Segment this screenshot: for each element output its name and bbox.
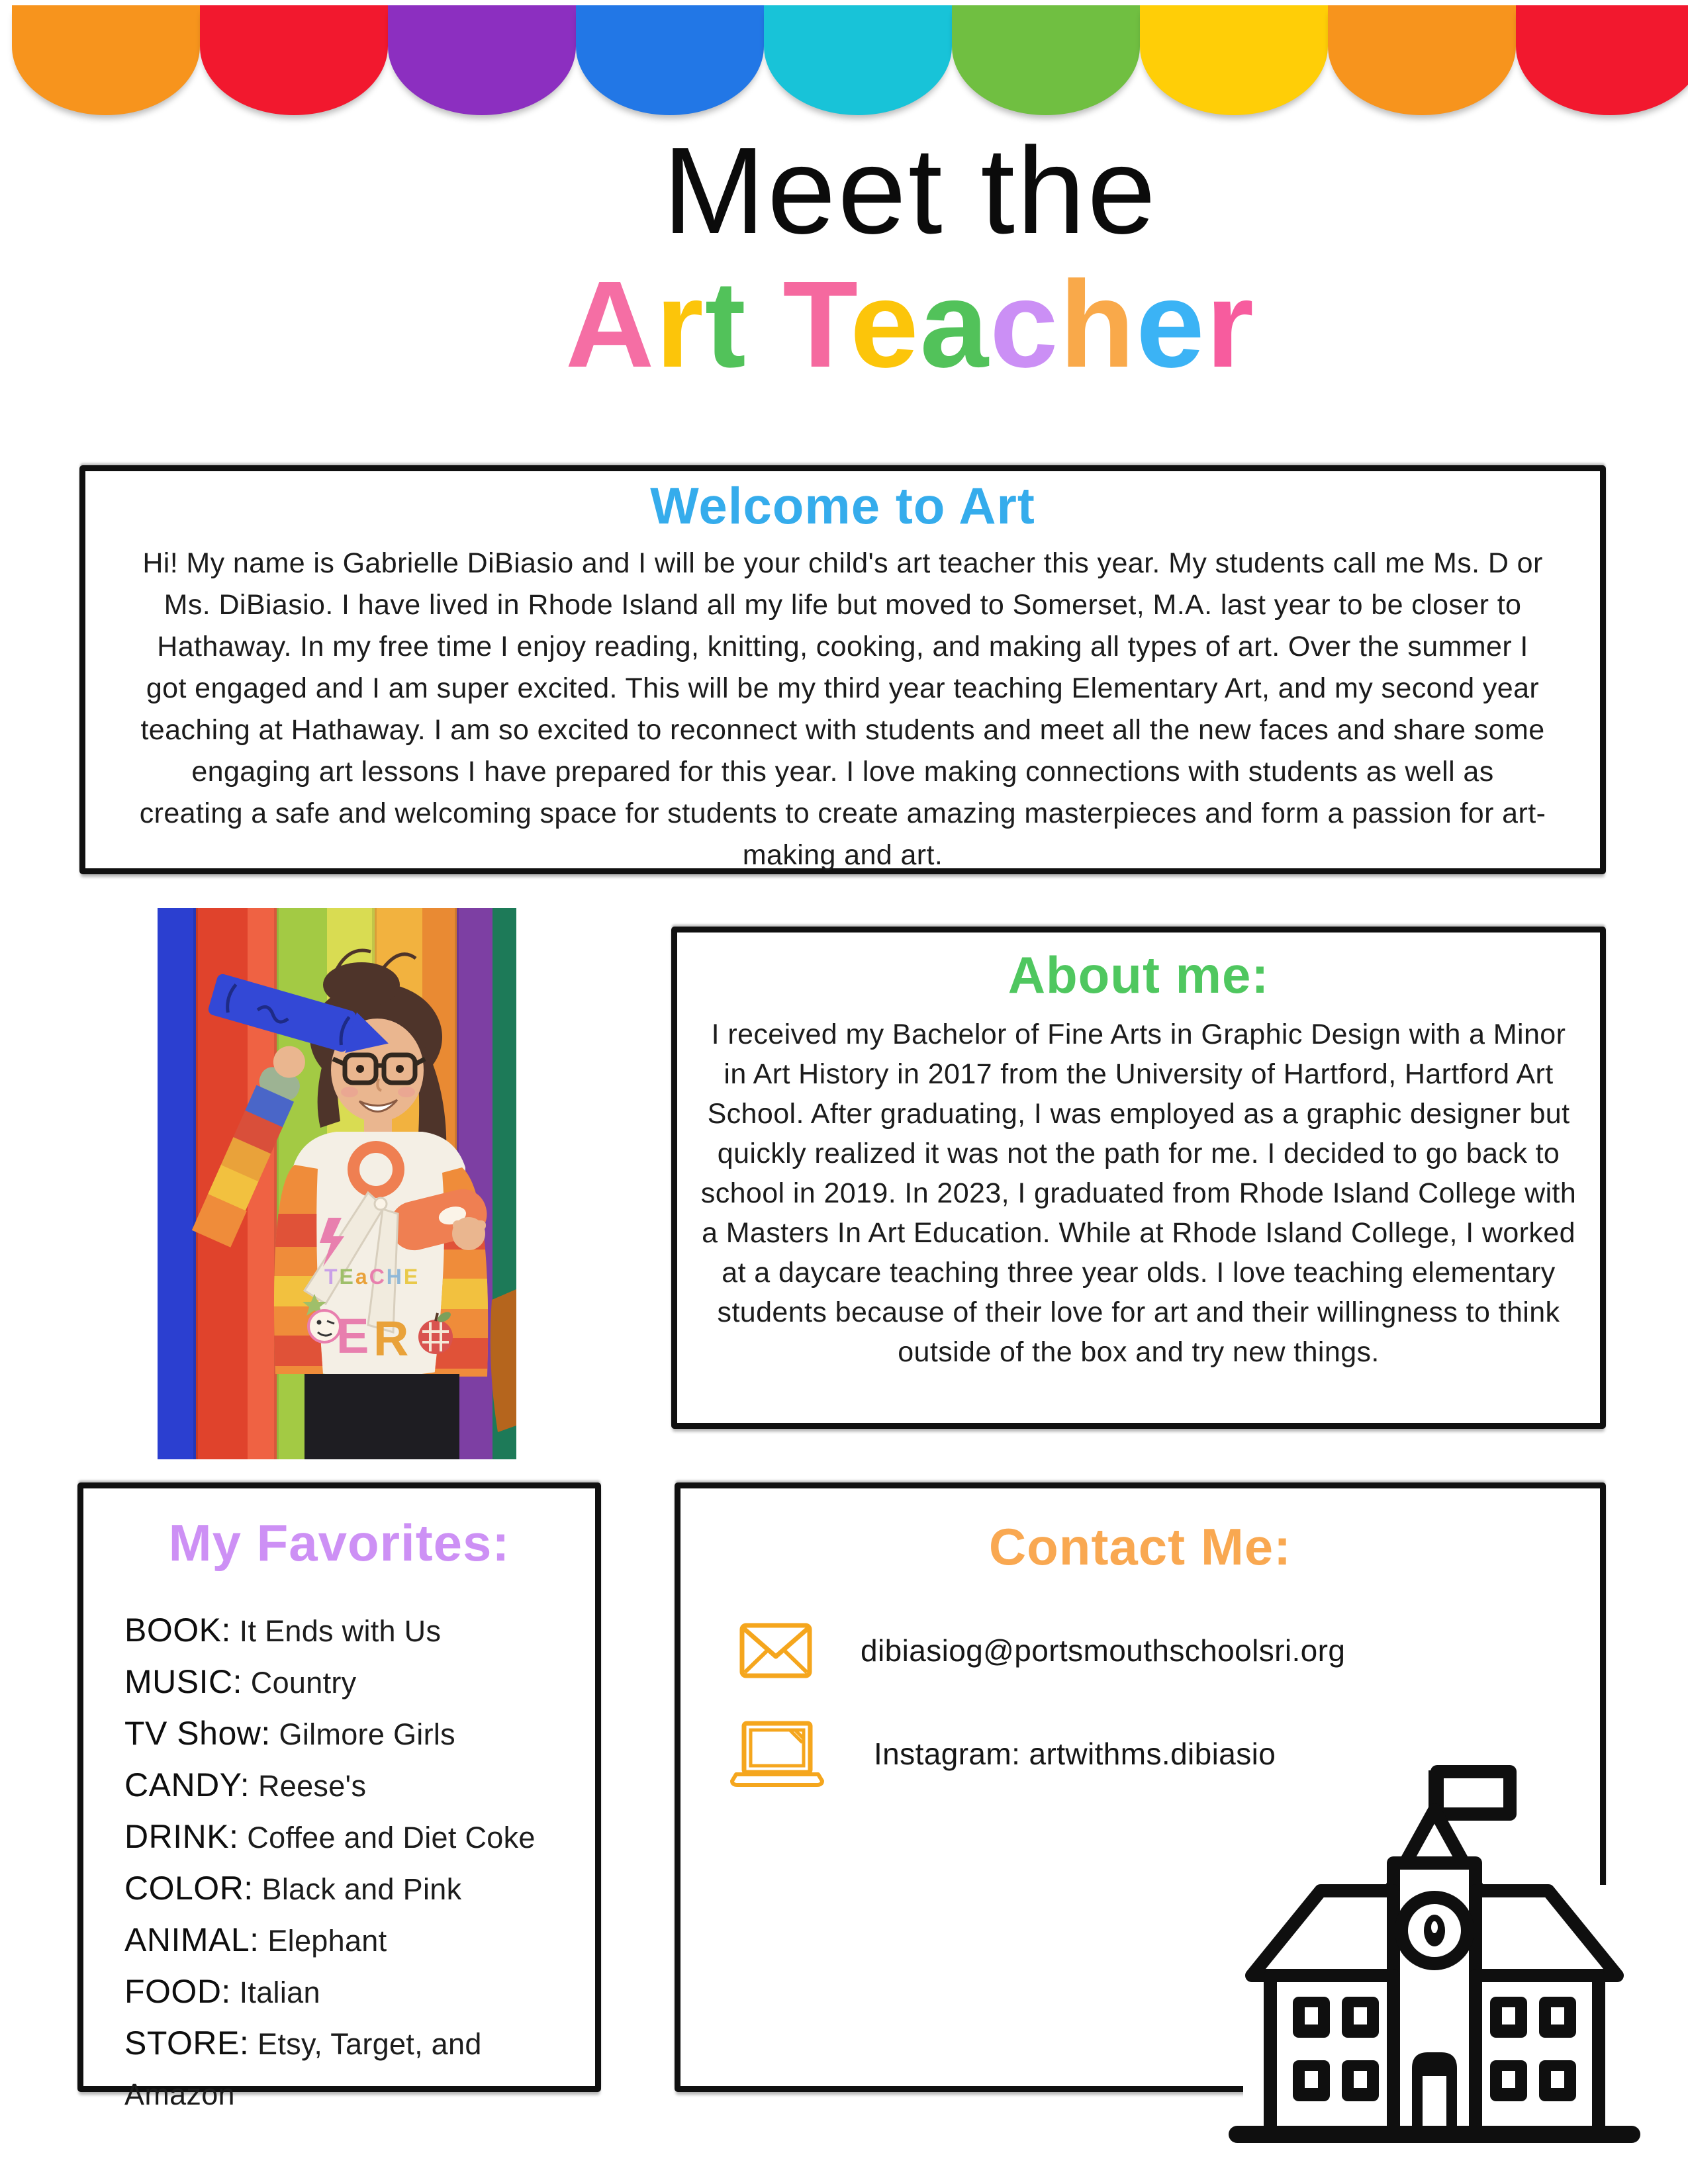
title-letter: e [1136, 256, 1206, 393]
instagram-text: Instagram: artwithms.dibiasio [874, 1736, 1276, 1771]
favorite-value: Etsy, Target, and Amazon [124, 2026, 482, 2111]
scallop-7 [1328, 5, 1516, 115]
schoolhouse-icon [1227, 1757, 1642, 2148]
favorite-value: Country [242, 1665, 357, 1700]
favorite-label: MUSIC: [124, 1662, 242, 1700]
title-letter: T [782, 256, 851, 393]
favorite-label: CANDY: [124, 1766, 250, 1803]
favorite-value: Gilmore Girls [270, 1717, 455, 1751]
email-row [739, 1622, 1600, 1679]
page-title-line1: Meet the [663, 122, 1158, 259]
scallop-4 [764, 5, 952, 115]
page-title-line2 [132, 256, 1688, 393]
svg-text:TEaCHE: TEaCHE [324, 1265, 420, 1289]
title-letter: r [1205, 256, 1255, 393]
welcome-paragraph: Hi! My name is Gabrielle DiBiasio and I will be your child's art teacher this year. My students call me Ms. D or Ms. DiBiasio. I have lived in Rhode Island all my life but moved to Somerset, M.A. last year to be closer to Hathaway. In my free time I enjoy reading, knitting, cooking, and making all types of art. Over the summer I got engaged and I am super excited. This will be my third year teaching Elementary Art, and my second year teaching at Hathaway. I am so excited to reconnect with students and meet all the new faces and share some engaging art lessons I have prepared for this year. I love making connections with students as well as creating a safe and welcoming space for students to create amazing masterpieces and form a passion for art- making and art. [139, 547, 1546, 871]
favorite-label: ANIMAL: [124, 1921, 259, 1958]
favorites-list [83, 1605, 595, 2120]
about-section [671, 927, 1606, 1429]
favorite-item [124, 1657, 577, 1708]
favorite-value: Elephant [259, 1923, 387, 1958]
favorite-label: TV Show: [124, 1714, 271, 1752]
title-letter: r [655, 256, 705, 393]
envelope-icon [739, 1622, 813, 1679]
title-letter: t [704, 256, 747, 393]
svg-text:R: R [373, 1311, 409, 1366]
favorite-label: COLOR: [124, 1869, 254, 1907]
favorites-section [77, 1482, 601, 2111]
favorite-item [124, 1760, 577, 1811]
favorite-item [124, 1605, 577, 1657]
favorite-item [124, 1863, 577, 1915]
scallop-0 [12, 5, 200, 115]
about-paragraph: I received my Bachelor of Fine Arts in Graphic Design with a Minor in Art History in 2017 from the University of Hartford, Hartford Art School. After graduating, I was employed as a graphic designer but quickly realized it was not the path for me. I decided to go back to school in 2019. In 2023, I graduated from Rhode Island College with a Masters In Art Education. While at Rhode Island College, I worked at a daycare teaching three year olds. I love teaching elementary students because of their love for art and their willingness to think outside of the box and try new things. [700, 1018, 1577, 1368]
scallop-6 [1140, 5, 1328, 115]
svg-text:E: E [336, 1308, 369, 1363]
favorite-item [124, 1811, 577, 1863]
contact-heading: Contact Me: [988, 1518, 1292, 1576]
favorite-item [124, 2018, 577, 2120]
title-letter: c [990, 256, 1060, 393]
email-text: dibiasiog@portsmouthschoolsri.org [861, 1633, 1346, 1668]
laptop-icon [728, 1720, 826, 1788]
teacher-photo [158, 908, 516, 1459]
favorites-heading: My Favorites: [168, 1514, 510, 1572]
about-heading: About me: [1008, 946, 1270, 1004]
title-letter [747, 256, 783, 393]
favorite-value: It Ends with Us [230, 1614, 442, 1648]
favorite-label: FOOD: [124, 1972, 231, 2010]
title-letter: e [850, 256, 920, 393]
scallop-3 [576, 5, 764, 115]
favorite-value: Reese's [250, 1768, 367, 1803]
scallop-5 [952, 5, 1140, 115]
favorite-item [124, 1915, 577, 1966]
favorite-item [124, 1966, 577, 2018]
welcome-heading: Welcome to Art [650, 477, 1035, 535]
rainbow-scallop-banner [12, 5, 1688, 118]
favorite-label: DRINK: [124, 1817, 239, 1855]
favorite-item [124, 1708, 577, 1760]
scallop-2 [388, 5, 576, 115]
favorite-value: Black and Pink [253, 1872, 462, 1906]
scallop-1 [200, 5, 388, 115]
favorite-label: STORE: [124, 2024, 250, 2062]
favorite-value: Italian [230, 1975, 320, 2009]
welcome-section [79, 465, 1606, 874]
favorite-label: BOOK: [124, 1611, 231, 1649]
favorite-value: Coffee and Diet Coke [238, 1820, 536, 1854]
title-letter: h [1059, 256, 1137, 393]
title-letter: a [919, 256, 990, 393]
title-letter: A [565, 256, 656, 393]
scallop-8 [1516, 5, 1688, 115]
